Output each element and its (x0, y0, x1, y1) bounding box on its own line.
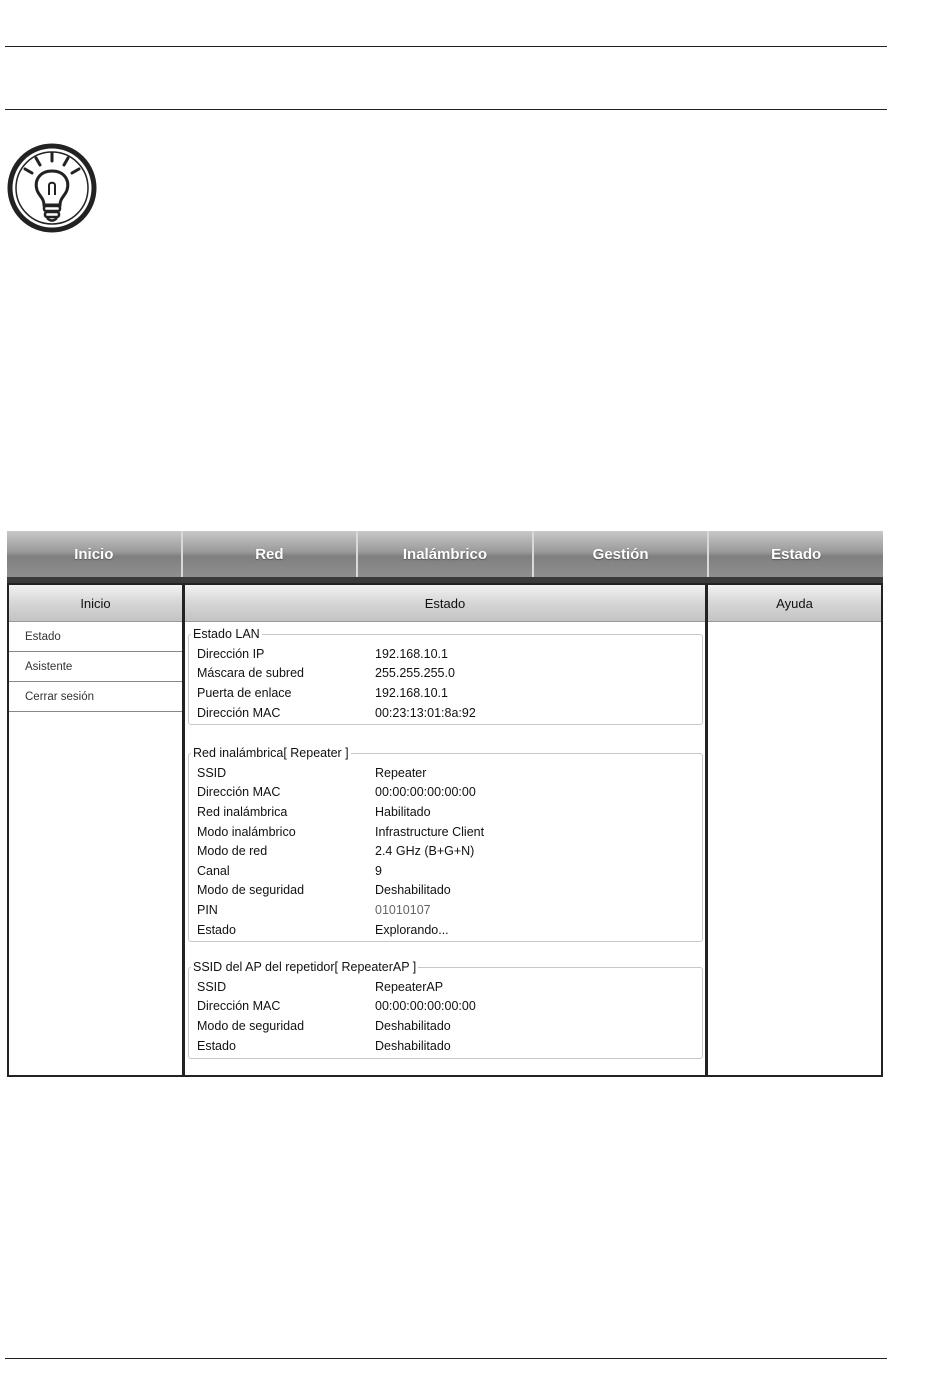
info-value: 9 (375, 863, 382, 878)
info-row (197, 763, 694, 783)
info-label: Modo de seguridad (197, 883, 305, 898)
info-row (197, 881, 694, 901)
sidebar-title: Inicio (9, 585, 182, 622)
info-value: Habilitado (375, 804, 431, 819)
left-sidebar (7, 583, 184, 1077)
info-label: Modo inalámbrico (197, 824, 296, 839)
info-row (197, 783, 694, 803)
nav-tab-gestion[interactable]: Gestión (534, 531, 710, 577)
info-value: 2.4 GHz (B+G+N) (375, 844, 475, 859)
info-row (197, 900, 694, 920)
info-label: Máscara de subred (197, 666, 305, 681)
info-label: Dirección MAC (197, 785, 281, 800)
info-label: SSID (197, 765, 227, 780)
info-label: Dirección MAC (197, 705, 281, 720)
info-value: Deshabilitado (375, 1018, 451, 1033)
info-row (197, 977, 694, 997)
top-rule (5, 46, 887, 47)
nav-tab-estado[interactable]: Estado (771, 545, 822, 563)
info-row (197, 683, 694, 703)
wps-pin-value: 01010107 (375, 902, 431, 917)
nav-tab-red[interactable]: Red (183, 531, 359, 577)
info-label: Puerta de enlace (197, 685, 292, 700)
footer-rule (5, 1358, 887, 1359)
info-row (197, 644, 694, 664)
header-rule (5, 109, 887, 110)
router-web-ui (7, 531, 883, 1077)
info-label: Estado (197, 922, 236, 937)
help-panel (706, 583, 883, 1077)
main-panel-title: Estado (185, 585, 705, 622)
help-panel-title: Ayuda (708, 585, 881, 622)
info-value: Deshabilitado (375, 1038, 451, 1053)
lightbulb-tip-icon (7, 143, 97, 233)
info-value: 00:00:00:00:00:00 (375, 785, 476, 800)
main-status-panel (183, 583, 707, 1077)
info-label: Red inalámbrica (197, 804, 288, 819)
info-value: Deshabilitado (375, 883, 451, 898)
info-label: SSID (197, 979, 227, 994)
info-row (197, 841, 694, 861)
info-row (197, 1036, 694, 1056)
info-label: Modo de seguridad (197, 1018, 305, 1033)
info-label: Estado (197, 1038, 236, 1053)
info-value: 192.168.10.1 (375, 685, 448, 700)
info-value: 255.255.255.0 (375, 666, 455, 681)
info-row (197, 1016, 694, 1036)
info-label: Modo de red (197, 844, 268, 859)
wireless-status-group (188, 746, 703, 942)
info-value: Infrastructure Client (375, 824, 485, 839)
lan-status-legend: Estado LAN (193, 627, 260, 641)
info-label: PIN (197, 902, 218, 917)
info-value: Repeater (375, 765, 427, 780)
sidebar-item-estado[interactable]: Estado (9, 622, 182, 652)
info-value: 192.168.10.1 (375, 646, 448, 661)
info-row (197, 664, 694, 684)
info-label: Dirección MAC (197, 999, 281, 1014)
info-value: 00:00:00:00:00:00 (375, 999, 476, 1014)
info-value: Explorando... (375, 922, 449, 937)
nav-tab-inalambrico[interactable]: Inalámbrico (358, 531, 534, 577)
info-value: 00:23:13:01:8a:92 (375, 705, 476, 720)
info-row (197, 997, 694, 1017)
wireless-status-legend: Red inalámbrica[ Repeater ] (193, 746, 349, 760)
sidebar-item-asistente[interactable]: Asistente (9, 652, 182, 682)
info-value: RepeaterAP (375, 979, 444, 994)
info-row (197, 822, 694, 842)
info-label: Canal (197, 863, 230, 878)
info-row (197, 861, 694, 881)
repeater-ap-status-group (188, 960, 703, 1059)
top-navigation (7, 531, 883, 578)
lan-status-group (188, 627, 703, 725)
repeater-ap-legend: SSID del AP del repetidor[ RepeaterAP ] (193, 960, 417, 974)
sidebar-item-cerrar-sesion[interactable]: Cerrar sesión (9, 682, 182, 712)
info-label: Dirección IP (197, 646, 265, 661)
nav-tab-inicio[interactable]: Inicio (7, 531, 183, 577)
info-row (197, 802, 694, 822)
info-row (197, 920, 694, 940)
info-row (197, 703, 694, 723)
